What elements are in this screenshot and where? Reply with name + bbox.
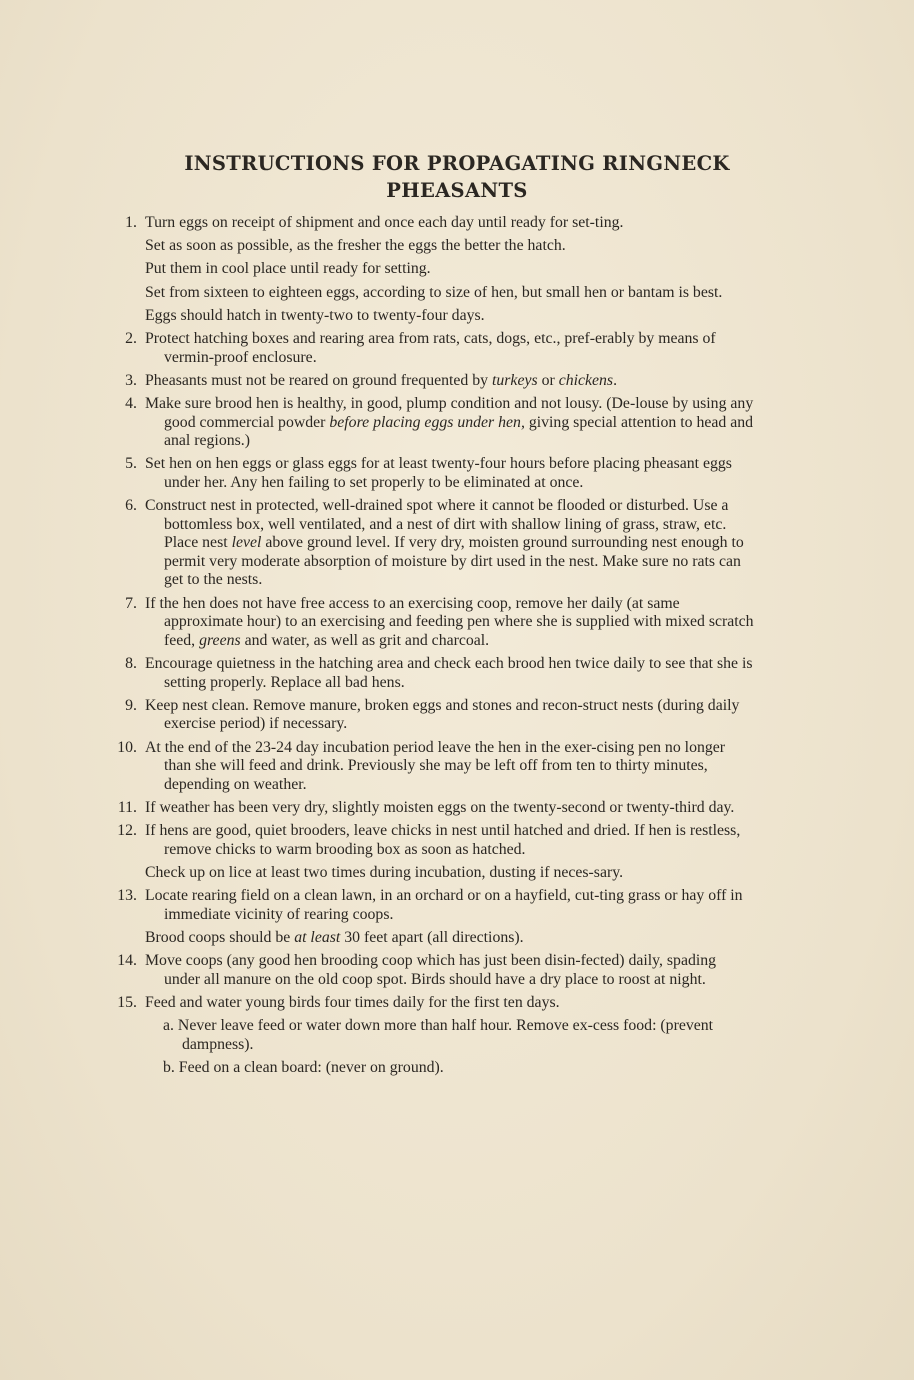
item-number: 6. [125,497,137,515]
item-text: If hens are good, quiet brooders, leave chicks in nest until hatched and dried. If hen is restless, remove chicks to warm brooding box as soon as hatched. [145,822,741,858]
item-emphasis: turkeys [492,371,538,389]
item-number: 9. [125,696,137,714]
item-text: Set as soon as possible, as the fresher the eggs the better the hatch. [145,237,566,255]
instruction-item [117,952,755,989]
instructions-list [117,214,755,1082]
item-text: Protect hatching boxes and rearing area from rats, cats, dogs, etc., pref-erably by means of vermin-proof enclosure. [145,329,716,366]
item-text: Move coops (any good hen brooding coop which has just been disin-fected) daily, spading under all manure on the old coop spot. Birds should have a dry place to roost at night. [145,952,717,988]
instruction-item [117,738,755,795]
instruction-item [117,887,755,924]
item-text: Brood coops should be [145,928,295,946]
instruction-item [125,655,755,692]
item-number: 8. [125,655,137,672]
item-number: 15. [117,993,137,1011]
instruction-subparagraph [145,284,755,303]
item-text: Set hen on hen eggs or glass eggs for at least twenty-four hours before placing pheasant eggs under her. Any hen failing to set properly to be eliminated at once. [145,455,732,491]
instruction-subitem [145,1059,755,1078]
item-text: b. Feed on a clean board: (never on ground). [163,1058,444,1076]
item-text: Feed and water young birds four times daily for the first ten days. [145,993,560,1011]
item-text: giving special attention to head and anal regions.) [164,413,754,450]
page-title [120,150,794,204]
instruction-item [125,394,755,451]
title-line-2: PHEASANTS [386,179,528,202]
instruction-item [117,798,755,818]
item-text: and water, as well as grit and charcoal. [240,631,490,649]
instruction-subparagraph [145,929,755,948]
item-text: Put them in cool place until ready for setting. [145,260,431,278]
title-line-1: INSTRUCTIONS FOR PROPAGATING RINGNECK [184,152,730,175]
item-text: a. Never leave feed or water down more than half hour. Remove ex-cess food: (prevent dampness). [163,1017,714,1053]
instruction-subparagraph [145,237,755,256]
item-text: Make sure brood hen is healthy, in good, plump condition and not lousy. (De-louse by using any good commercial powder [145,394,754,431]
item-text: Keep nest clean. Remove manure, broken eggs and stones and recon-struct nests (during daily exercise period) if necessary. [145,696,740,733]
instruction-item [125,329,755,367]
item-number: 7. [125,594,137,612]
item-text: Check up on lice at least two times during incubation, dusting if neces-sary. [145,863,624,881]
item-text: . [613,371,618,389]
instruction-subparagraph [145,307,755,326]
item-emphasis: greens [199,631,241,649]
item-text: Locate rearing field on a clean lawn, in an orchard or on a hayfield, cut-ting grass or hay off in immediate vicinity of rearing coops. [145,887,743,923]
instruction-item [125,455,755,492]
item-number: 3. [125,371,137,389]
instruction-item [125,696,755,734]
item-number: 12. [117,822,137,840]
item-text: or [537,371,559,389]
instruction-subparagraph [145,260,755,279]
item-text: above ground level. If very dry, moisten ground surrounding nest enough to permit very moderate absorption of moisture by dirt used in the nest. Make sure no rats can get to the nests. [164,534,744,589]
item-number: 13. [117,887,137,905]
instruction-item [117,822,755,859]
instruction-subitem [145,1017,755,1054]
item-text: At the end of the 23-24 day incubation period leave the hen in the exer-cising pen no longer than she will feed and drink. Previously she may be left off from ten to thirty minutes, depending on weather. [145,738,726,793]
item-number: 4. [125,394,137,412]
item-text: Eggs should hatch in twenty-two to twenty-four days. [145,306,485,324]
item-number: 14. [117,952,137,970]
item-emphasis: at least [294,928,341,946]
item-number: 10. [117,738,137,756]
item-text: Turn eggs on receipt of shipment and once each day until ready for set-ting. [145,214,624,231]
item-text: Encourage quietness in the hatching area and check each brood hen twice daily to see that she is setting properly. Replace all bad hens. [145,655,753,691]
item-text: Construct nest in protected, well-drained spot where it cannot be flooded or disturbed. Use a bottomless box, well ventilated, and a nest of dirt with shallow lining of grass, straw, etc. Place nest [145,497,729,552]
item-number: 5. [125,455,137,473]
instruction-item [125,214,755,233]
instruction-item [125,371,755,391]
item-text: Pheasants must not be reared on ground frequented by [145,371,492,389]
instruction-subparagraph [145,864,755,883]
item-text: If the hen does not have free access to an exercising coop, remove her daily (at same approximate hour) to an exercising and feeding pen where she is supplied with mixed scratch feed, [145,594,754,649]
instruction-item [125,594,755,651]
item-emphasis: before placing eggs under hen, [329,413,525,431]
item-emphasis: level [231,534,262,552]
item-number: 11. [117,798,137,816]
instruction-item [125,497,755,590]
item-emphasis: chickens [558,371,614,389]
item-number: 1. [125,214,137,231]
item-text: Set from sixteen to eighteen eggs, according to size of hen, but small hen or bantam is best. [145,283,723,301]
item-number: 2. [125,329,137,347]
item-text: 30 feet apart (all directions). [340,928,524,946]
instruction-item [117,993,755,1013]
item-text: If weather has been very dry, slightly moisten eggs on the twenty-second or twenty-third day. [145,798,735,816]
